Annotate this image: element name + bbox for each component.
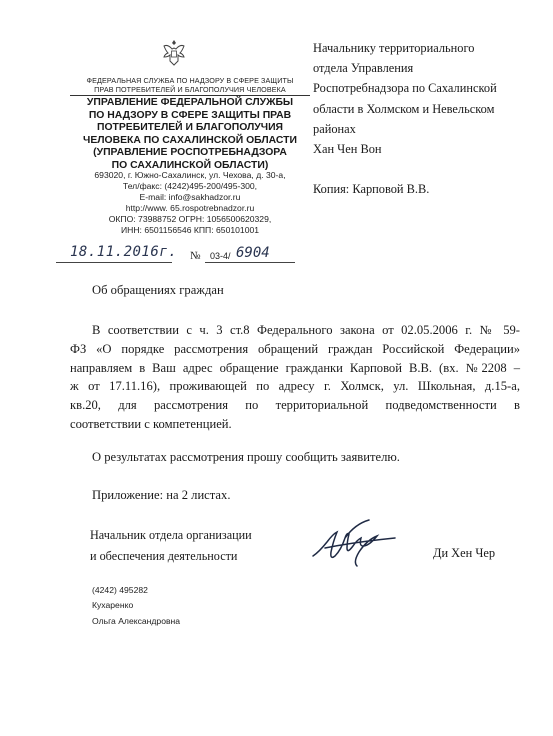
department-line: ПО САХАЛИНСКОЙ ОБЛАСТИ) bbox=[111, 159, 269, 171]
registration-number: 6904 bbox=[236, 245, 270, 261]
recipient-line: Роспотребнадзора по Сахалинской bbox=[313, 81, 497, 96]
recipient-line: отдела Управления bbox=[313, 61, 414, 76]
position-line: и обеспечения деятельности bbox=[90, 549, 238, 563]
recipient-name: Хан Чен Вон bbox=[313, 142, 382, 157]
number-sign: № bbox=[190, 250, 201, 262]
divider bbox=[70, 95, 310, 96]
registration-date: 18.11.2016г. bbox=[70, 244, 178, 260]
eagle-emblem-icon bbox=[160, 38, 188, 68]
email-line: E-mail: info@sakhadzor.ru bbox=[139, 192, 241, 202]
okpo-ogrn-line: ОКПО: 73988752 ОГРН: 1056500620329, bbox=[108, 214, 272, 224]
number-underline bbox=[205, 262, 295, 263]
website-line: http://www. 65.rospotrebnadzor.ru bbox=[125, 203, 255, 213]
letter-subject: Об обращениях граждан bbox=[92, 283, 224, 297]
copy-to: Копия: Карповой В.В. bbox=[313, 182, 430, 196]
agency-name-line1: ФЕДЕРАЛЬНАЯ СЛУЖБА ПО НАДЗОРУ В СФЕРЕ ЗАЩИТЫ bbox=[86, 76, 294, 85]
department-line: ПОТРЕБИТЕЛЕЙ И БЛАГОПОЛУЧИЯ bbox=[96, 122, 284, 134]
executor-surname: Кухаренко bbox=[92, 600, 134, 611]
recipient-line: Начальнику территориального bbox=[313, 41, 475, 55]
signer-name: Ди Хен Чер bbox=[433, 546, 496, 560]
handwritten-signature-icon bbox=[305, 518, 415, 570]
body-line: кв.20, для рассмотрения по территориальной подведомственности в bbox=[70, 398, 520, 413]
body-line: направляем в Ваш адрес обращение гражданки Карповой В.В. (вх. №2208 – bbox=[70, 360, 520, 375]
executor-name: Ольга Александровна bbox=[92, 615, 181, 626]
body-line: ФЗ «О порядке рассмотрения обращений граждан Российской Федерации» bbox=[70, 341, 520, 356]
recipient-line: области в Холмском и Невельском bbox=[313, 101, 495, 116]
recipient-block bbox=[313, 38, 543, 159]
inn-kpp-line: ИНН: 6501156546 КПП: 650101001 bbox=[120, 225, 260, 235]
executor-phone: (4242) 495282 bbox=[92, 585, 148, 595]
letter-body bbox=[70, 321, 520, 434]
department-name bbox=[60, 97, 320, 173]
executor-block bbox=[92, 583, 180, 629]
date-underline bbox=[56, 262, 172, 263]
number-prefix: 03-4/ bbox=[210, 251, 231, 261]
body-line: соответствии с компетенцией. bbox=[70, 416, 232, 431]
recipient-line: районах bbox=[313, 121, 356, 136]
department-line: (УПРАВЛЕНИЕ РОСПОТРЕБНАДЗОРА bbox=[93, 147, 287, 159]
department-line: УПРАВЛЕНИЕ ФЕДЕРАЛЬНОЙ СЛУЖБЫ bbox=[86, 97, 294, 108]
body-line: ж от 17.11.16), проживающей по адресу г. Холмск, ул. Школьная, д.15-а, bbox=[70, 379, 520, 394]
result-request: О результатах рассмотрения прошу сообщить заявителю. bbox=[92, 450, 400, 464]
signatory-position bbox=[90, 525, 252, 567]
department-line: ПО НАДЗОРУ В СФЕРЕ ЗАЩИТЫ ПРАВ bbox=[88, 109, 292, 121]
attachment-note: Приложение: на 2 листах. bbox=[92, 488, 231, 502]
address-line: 693020, г. Южно-Сахалинск, ул. Чехова, д. 30-а, bbox=[94, 170, 286, 180]
phone-line: Тел/факс: (4242)495-200/495-300, bbox=[122, 181, 258, 191]
position-line: Начальник отдела организации bbox=[90, 528, 252, 542]
department-contacts bbox=[60, 170, 320, 236]
agency-name-line2: ПРАВ ПОТРЕБИТЕЛЕЙ И БЛАГОПОЛУЧИЯ ЧЕЛОВЕКА bbox=[94, 85, 286, 94]
body-line: В соответствии с ч. 3 ст.8 Федерального закона от 02.05.2006 г. № 59- bbox=[92, 323, 520, 337]
department-line: ЧЕЛОВЕКА ПО САХАЛИНСКОЙ ОБЛАСТИ bbox=[83, 134, 297, 146]
